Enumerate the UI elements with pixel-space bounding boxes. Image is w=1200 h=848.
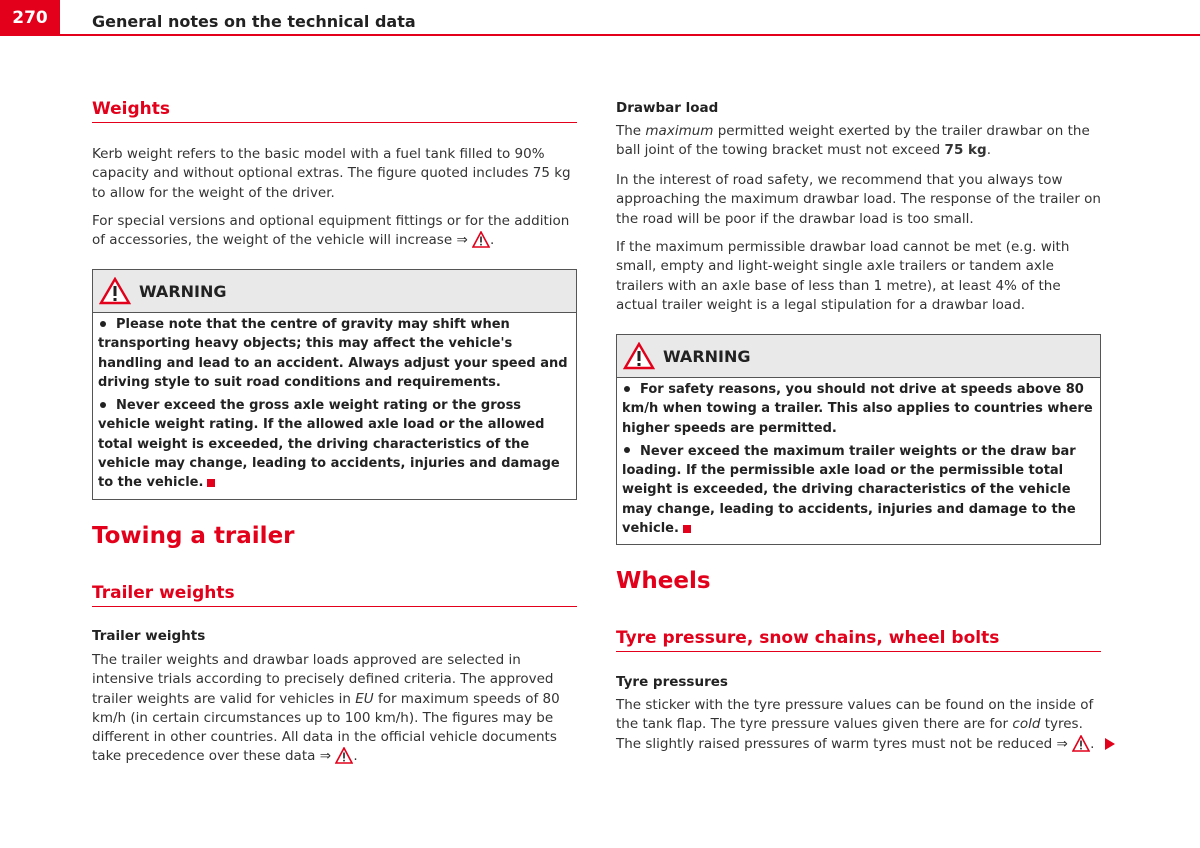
warning-triangle-icon	[99, 277, 131, 305]
warning-header	[617, 335, 1100, 378]
warning-item	[98, 396, 571, 492]
drawbar-paragraph-2: In the interest of road safety, we recommend that you always tow approaching the maximum drawbar load. The response of the trailer on the road will be poor if the drawbar load is too small.	[616, 172, 1101, 227]
header-rule	[60, 34, 1200, 36]
period: .	[1090, 735, 1095, 752]
trailer-paragraph-em: EU	[355, 690, 374, 707]
drawbar-paragraph-3: If the maximum permissible drawbar load cannot be met (e.g. with small, empty and light-weight single axle trailers or tandem axle trailers with an axle base of less than 1 metre), at least 4% of the actual trailer weight is a legal stipulation for a drawbar load.	[616, 239, 1070, 313]
warning-triangle-icon[interactable]	[472, 231, 490, 248]
warning-item-text: For safety reasons, you should not drive at speeds above 80 km/h when towing a trailer. This also applies to countries where higher speeds are permitted.	[622, 382, 1093, 436]
weights-paragraph-2-text: For special versions and optional equipment fittings or for the addition of accessories, the weight of the vehicle will increase	[92, 213, 570, 249]
trailer-paragraph-text-1: The trailer weights and drawbar loads approved are selected in intensive trials according to precisely defined criteria. The approved trailer weights are valid for vehicles in	[92, 652, 554, 707]
warning-triangle-icon[interactable]	[335, 747, 353, 764]
bullet	[100, 321, 106, 327]
period: .	[490, 232, 495, 249]
trailer-weights-paragraph	[92, 651, 577, 767]
tyre-em: cold	[1012, 716, 1041, 733]
trailer-weights-heading: Trailer weights	[92, 583, 577, 607]
drawbar-em: maximum	[645, 123, 714, 139]
drawbar-text-2: permitted weight exerted by the trailer drawbar on the ball joint of the towing bracket must not exceed	[616, 123, 1090, 159]
drawbar-paragraph-1	[616, 122, 1101, 161]
next-page-arrow-icon[interactable]	[1104, 737, 1116, 751]
end-of-section-mark	[683, 525, 691, 533]
trailer-paragraph-text-2: for maximum speeds of 80 km/h (in certain circumstances up to 100 km/h). The figures may be different in other countries. All data in the official vehicle documents take precedence over these data	[92, 690, 560, 765]
reference-arrow: ⇒	[456, 232, 468, 249]
towing-heading: Towing a trailer	[92, 523, 295, 549]
reference-arrow: ⇒	[1056, 735, 1068, 752]
period: .	[986, 142, 991, 159]
warning-body	[617, 378, 1100, 544]
warning-label: WARNING	[139, 281, 227, 301]
header-title: General notes on the technical data	[92, 12, 416, 31]
drawbar-bold-value: 75 kg	[944, 142, 987, 159]
period: .	[353, 748, 358, 765]
warning-item	[622, 380, 1095, 438]
warning-box-towing	[616, 334, 1101, 545]
tyre-text-2: tyres. The slightly raised pressures of warm tyres must not be reduced	[616, 716, 1083, 752]
warning-item	[98, 315, 571, 392]
warning-item-text: Never exceed the gross axle weight rating or the gross vehicle weight rating. If the allowed axle load or the allowed total weight is exceeded, the driving characteristics of the vehicle may change, leading to accidents, injuries and damage to the vehicle.	[98, 398, 560, 491]
weights-heading: Weights	[92, 99, 577, 123]
tyre-heading: Tyre pressure, snow chains, wheel bolts	[616, 628, 1101, 652]
warning-triangle-icon	[623, 342, 655, 370]
weights-paragraph-1: Kerb weight refers to the basic model with a fuel tank filled to 90% capacity and without optional extras. The figure quoted includes 75 kg to allow for the weight of the driver.	[92, 146, 571, 201]
warning-box-weights	[92, 269, 577, 500]
bullet	[624, 386, 630, 392]
warning-body	[93, 313, 576, 499]
bullet	[624, 447, 630, 453]
warning-item-text: Never exceed the maximum trailer weights or the draw bar loading. If the permissible axle load or the permissible total weight is exceeded, the driving characteristics of the vehicle may change, leading to accidents, injuries and damage to the vehicle.	[622, 443, 1076, 537]
warning-label: WARNING	[663, 346, 751, 366]
page-number: 270	[0, 0, 60, 36]
bullet	[100, 402, 106, 408]
wheels-heading: Wheels	[616, 568, 711, 594]
tyre-paragraph	[616, 696, 1101, 754]
page-header	[0, 0, 1200, 36]
warning-triangle-icon[interactable]	[1072, 735, 1090, 752]
warning-item-text: Please note that the centre of gravity may shift when transporting heavy objects; this may affect the vehicle's handling and lead to an accident. Always adjust your speed and driving style to suit road conditions and requirements.	[98, 317, 568, 390]
drawbar-heading: Drawbar load	[616, 100, 719, 116]
tyre-text-1: The sticker with the tyre pressure values can be found on the inside of the tank flap. The tyre pressure values given there are for	[616, 697, 1094, 733]
tyre-subheading: Tyre pressures	[616, 674, 728, 690]
weights-paragraph-2	[92, 212, 577, 251]
trailer-weights-subheading: Trailer weights	[92, 628, 206, 644]
warning-item	[622, 442, 1095, 538]
reference-arrow: ⇒	[319, 748, 332, 765]
warning-header	[93, 270, 576, 313]
end-of-section-mark	[207, 479, 215, 487]
drawbar-text-1: The	[616, 123, 642, 139]
